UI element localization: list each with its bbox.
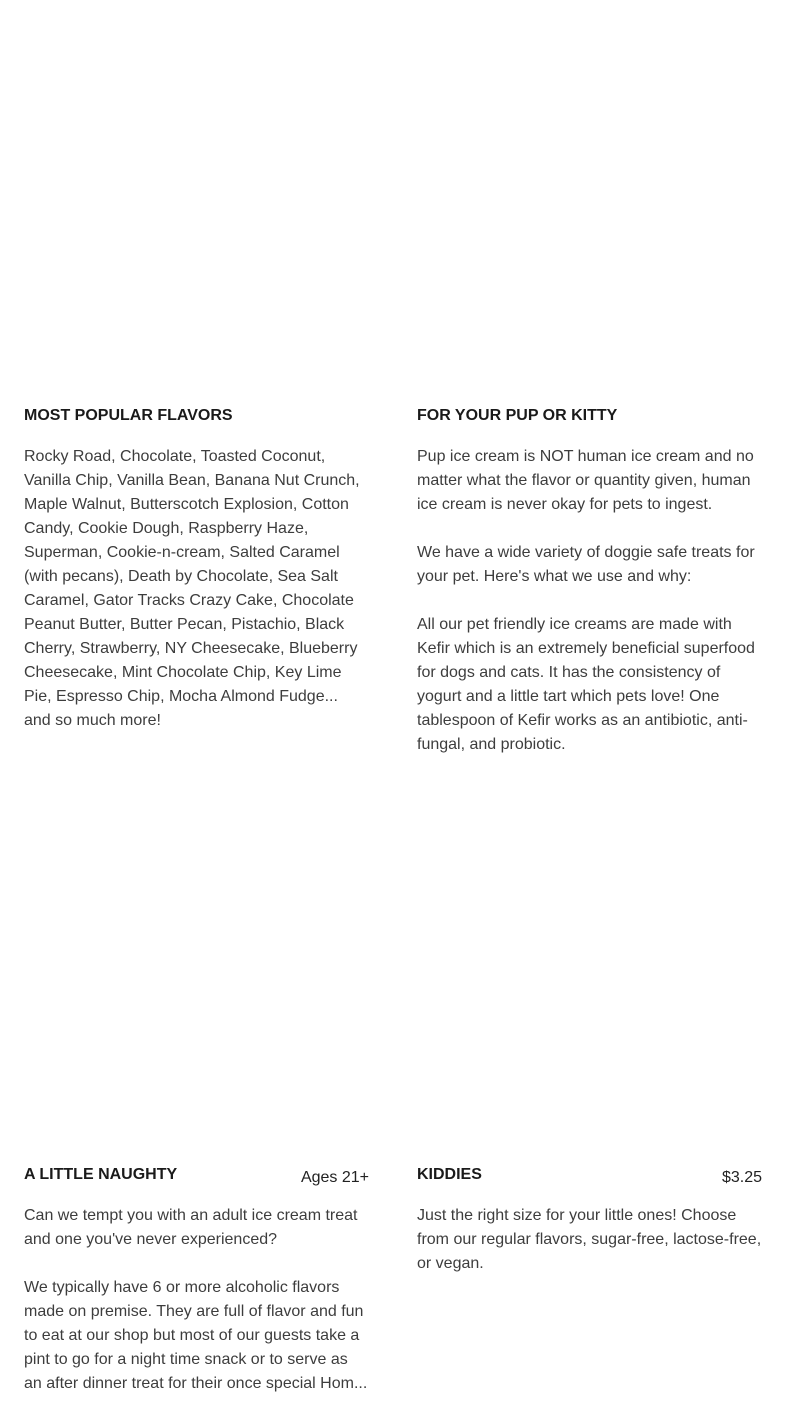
- card-description: Just the right size for your little ones! Choose from our regular flavors, sugar-free, lactose-free, or vegan.: [417, 1207, 762, 1272]
- menu-card-pets: [417, 407, 762, 781]
- card-header: [24, 407, 369, 445]
- card-title: FOR YOUR PUP OR KITTY: [417, 407, 618, 424]
- pet-treats-image: [417, 0, 762, 390]
- card-description: Rocky Road, Chocolate, Toasted Coconut, Vanilla Chip, Vanilla Bean, Banana Nut Crunch, Maple Walnut, Butterscotch Explosion, Cotton Candy, Cookie Dough, Raspberry Haze, Superman, Cookie-n-cream, Salted Caramel (with pecans), Death by Chocolate, Sea Salt Caramel, Gator Tracks Crazy Cake, Chocolate Peanut Butter, Butter Pecan, Pistachio, Black Cherry, Strawberry, NY Cheesecake, Blueberry Cheesecake, Mint Chocolate Chip, Key Lime Pie, Espresso Chip, Mocha Almond Fudge... and so much more!: [24, 448, 360, 729]
- card-price: $3.25: [721, 1169, 762, 1186]
- adult-treats-image: [24, 770, 369, 1150]
- card-description: Can we tempt you with an adult ice cream treat and one you've never experienced?: [24, 1207, 358, 1248]
- menu-card-popular-flavors: [24, 407, 369, 757]
- card-description: All our pet friendly ice creams are made with Kefir which is an extremely beneficial superfood for dogs and cats. It has the consistency of yogurt and a little tart which pets love! One tablespoon of Kefir works as an antibiotic, anti-fungal, and probiotic.: [417, 616, 755, 753]
- card-header: [24, 1166, 369, 1204]
- kiddies-image: [417, 770, 762, 1150]
- menu-card-adult: [24, 1166, 369, 1420]
- age-requirement: Ages 21+: [300, 1169, 369, 1186]
- card-header: [417, 407, 762, 445]
- card-description: We have a wide variety of doggie safe treats for your pet. Here's what we use and why:: [417, 544, 755, 585]
- card-title: KIDDIES: [417, 1166, 482, 1183]
- card-title: A LITTLE NAUGHTY: [24, 1166, 178, 1183]
- menu-card-kiddies: [417, 1166, 762, 1300]
- card-description: Pup ice cream is NOT human ice cream and no matter what the flavor or quantity given, human ice cream is never okay for pets to ingest.: [417, 448, 754, 513]
- card-description: We typically have 6 or more alcoholic flavors made on premise. They are full of flavor and fun to eat at our shop but most of our guests take a pint to go for a night time snack or to serve as an after dinner treat for their once special Hom...: [24, 1279, 368, 1392]
- card-title: MOST POPULAR FLAVORS: [24, 407, 233, 424]
- card-header: [417, 1166, 762, 1204]
- flavors-image: [24, 0, 369, 390]
